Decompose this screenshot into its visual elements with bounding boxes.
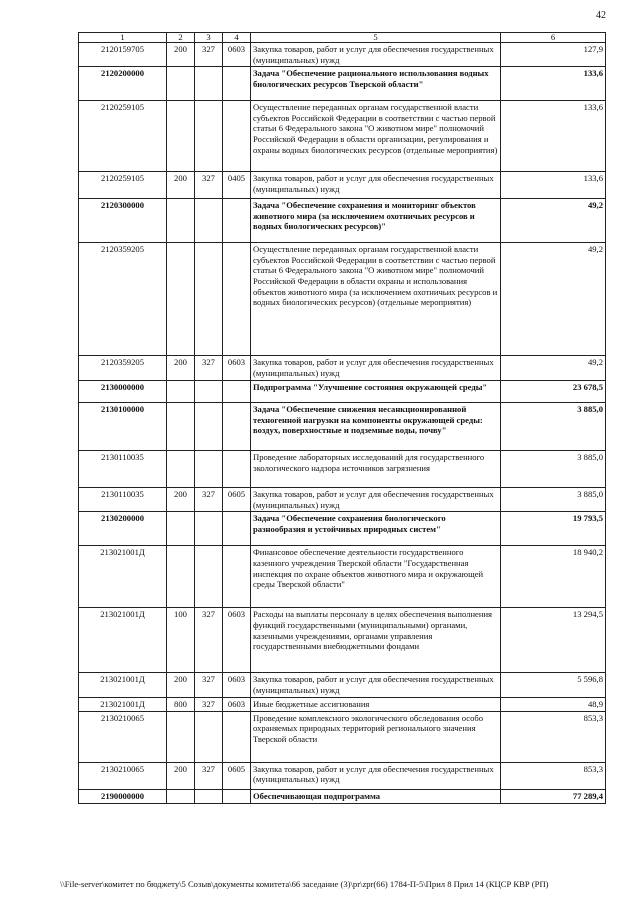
row-amount: 49,2 — [501, 356, 606, 381]
row-expense-type: 200 — [167, 172, 195, 199]
row-code: 2130110035 — [79, 451, 167, 488]
row-expense-type — [167, 243, 195, 356]
row-section — [223, 546, 251, 608]
table-header-row — [79, 33, 606, 43]
row-description: Проведение лабораторных исследований для государственного экологического надзора источников загрязнения — [251, 451, 501, 488]
row-department — [195, 403, 223, 451]
row-amount: 77 289,4 — [501, 789, 606, 803]
row-code: 2120300000 — [79, 199, 167, 243]
table-row — [79, 243, 606, 356]
table-row — [79, 356, 606, 381]
row-department: 327 — [195, 43, 223, 67]
table-row — [79, 172, 606, 199]
row-department: 327 — [195, 673, 223, 697]
table-row — [79, 101, 606, 172]
row-amount: 23 678,5 — [501, 381, 606, 403]
row-description: Расходы на выплаты персоналу в целях обеспечения выполнения функций государственными (муниципальными) органами, казенными учреждениями, органами управления государственными внебюджетными фондами — [251, 608, 501, 673]
row-department — [195, 199, 223, 243]
row-description: Задача "Обеспечение сохранения и мониторинг объектов животного мира (за исключением охотничьих ресурсов и водных биологических ресурсов)" — [251, 199, 501, 243]
row-code: 213021001Д — [79, 608, 167, 673]
row-code: 213021001Д — [79, 697, 167, 711]
table-row — [79, 381, 606, 403]
table-row — [79, 43, 606, 67]
row-department — [195, 512, 223, 546]
table-row — [79, 711, 606, 762]
row-amount: 13 294,5 — [501, 608, 606, 673]
row-department — [195, 243, 223, 356]
row-expense-type: 200 — [167, 762, 195, 789]
row-description: Закупка товаров, работ и услуг для обеспечения государственных (муниципальных) нужд — [251, 43, 501, 67]
row-section: 0603 — [223, 43, 251, 67]
row-section — [223, 451, 251, 488]
row-section — [223, 67, 251, 101]
row-department: 327 — [195, 762, 223, 789]
row-department — [195, 711, 223, 762]
row-description: Закупка товаров, работ и услуг для обеспечения государственных (муниципальных) нужд — [251, 762, 501, 789]
row-description: Задача "Обеспечение рационального использования водных биологических ресурсов Тверской области" — [251, 67, 501, 101]
row-amount: 3 885,0 — [501, 451, 606, 488]
row-department: 327 — [195, 172, 223, 199]
column-header: 2 — [167, 33, 195, 43]
row-section — [223, 381, 251, 403]
row-expense-type — [167, 403, 195, 451]
row-code: 2130210065 — [79, 762, 167, 789]
row-amount: 49,2 — [501, 199, 606, 243]
row-section — [223, 101, 251, 172]
row-expense-type — [167, 789, 195, 803]
row-department — [195, 451, 223, 488]
table-row — [79, 697, 606, 711]
row-section: 0603 — [223, 697, 251, 711]
column-header: 4 — [223, 33, 251, 43]
row-amount: 3 885,0 — [501, 403, 606, 451]
row-code: 2120359205 — [79, 356, 167, 381]
column-header: 1 — [79, 33, 167, 43]
file-path-footer: \\File-server\комитет по бюджету\5 Созыв\документы комитета\66 заседание (3)\pr\zpr(66) 1784-П-5\Прил 8 Прил 14 (КЦСР КВР (РП) — [60, 879, 549, 889]
row-expense-type: 200 — [167, 673, 195, 697]
row-description: Закупка товаров, работ и услуг для обеспечения государственных (муниципальных) нужд — [251, 488, 501, 512]
table-row — [79, 488, 606, 512]
row-description: Задача "Обеспечение сохранения биологического разнообразия и устойчивых природных систем" — [251, 512, 501, 546]
row-description: Подпрограмма "Улучшение состояния окружающей среды" — [251, 381, 501, 403]
row-section: 0603 — [223, 673, 251, 697]
row-section — [223, 199, 251, 243]
table-row — [79, 608, 606, 673]
row-description: Осуществление переданных органам государственной власти субъектов Российской Федерации в соответствии с частью первой статьи 6 Федерального закона "О животном мире" полномочий Российской Федерации в области охраны и использования объектов животного мира (за исключением охотничьих ресурсов и водных биологических ресурсов) (отдельные мероприятия) — [251, 243, 501, 356]
row-code: 2130000000 — [79, 381, 167, 403]
row-amount: 127,9 — [501, 43, 606, 67]
row-code: 2130100000 — [79, 403, 167, 451]
row-expense-type — [167, 199, 195, 243]
row-amount: 133,6 — [501, 101, 606, 172]
row-section: 0603 — [223, 356, 251, 381]
row-department — [195, 789, 223, 803]
row-code: 2190000000 — [79, 789, 167, 803]
row-section — [223, 789, 251, 803]
table-row — [79, 451, 606, 488]
row-expense-type: 100 — [167, 608, 195, 673]
column-header: 6 — [501, 33, 606, 43]
table-row — [79, 403, 606, 451]
row-section: 0603 — [223, 608, 251, 673]
row-code: 213021001Д — [79, 546, 167, 608]
row-section: 0405 — [223, 172, 251, 199]
table-row — [79, 67, 606, 101]
row-expense-type — [167, 711, 195, 762]
row-department: 327 — [195, 608, 223, 673]
row-amount: 853,3 — [501, 711, 606, 762]
row-description: Финансовое обеспечение деятельности государственного казенного учреждения Тверской области "Государственная инспекция по охране объектов животного мира и окружающей среды Тверской области" — [251, 546, 501, 608]
row-code: 213021001Д — [79, 673, 167, 697]
table-row — [79, 673, 606, 697]
row-code: 2130110035 — [79, 488, 167, 512]
row-code: 2120200000 — [79, 67, 167, 101]
row-description: Задача "Обеспечение снижения несанкционированной техногенной нагрузки на компоненты окружающей среды: воздух, поверхностные и подземные воды, почву" — [251, 403, 501, 451]
row-department — [195, 67, 223, 101]
table-row — [79, 789, 606, 803]
row-code: 2130210065 — [79, 711, 167, 762]
row-expense-type: 200 — [167, 488, 195, 512]
row-expense-type — [167, 512, 195, 546]
page-number: 42 — [596, 10, 606, 21]
row-department — [195, 546, 223, 608]
row-department: 327 — [195, 356, 223, 381]
row-section: 0605 — [223, 488, 251, 512]
row-department: 327 — [195, 488, 223, 512]
row-expense-type: 800 — [167, 697, 195, 711]
table-row — [79, 512, 606, 546]
column-header: 3 — [195, 33, 223, 43]
row-expense-type: 200 — [167, 43, 195, 67]
table-row — [79, 199, 606, 243]
row-section — [223, 243, 251, 356]
row-code: 2120159705 — [79, 43, 167, 67]
row-amount: 3 885,0 — [501, 488, 606, 512]
row-code: 2130200000 — [79, 512, 167, 546]
row-description: Проведение комплексного экологического обследования особо охраняемых природных территорий регионального значения Тверской области — [251, 711, 501, 762]
table-row — [79, 762, 606, 789]
budget-table — [78, 32, 606, 804]
row-amount: 5 596,8 — [501, 673, 606, 697]
row-section — [223, 403, 251, 451]
row-department — [195, 381, 223, 403]
row-section — [223, 711, 251, 762]
row-expense-type — [167, 381, 195, 403]
row-description: Закупка товаров, работ и услуг для обеспечения государственных (муниципальных) нужд — [251, 673, 501, 697]
row-amount: 49,2 — [501, 243, 606, 356]
table-row — [79, 546, 606, 608]
row-amount: 853,3 — [501, 762, 606, 789]
row-description: Иные бюджетные ассигнования — [251, 697, 501, 711]
row-description: Закупка товаров, работ и услуг для обеспечения государственных (муниципальных) нужд — [251, 172, 501, 199]
row-description: Обеспечивающая подпрограмма — [251, 789, 501, 803]
row-expense-type: 200 — [167, 356, 195, 381]
row-section: 0605 — [223, 762, 251, 789]
row-description: Закупка товаров, работ и услуг для обеспечения государственных (муниципальных) нужд — [251, 356, 501, 381]
row-amount: 19 793,5 — [501, 512, 606, 546]
row-description: Осуществление переданных органам государственной власти субъектов Российской Федерации в соответствии с частью первой статьи 6 Федерального закона "О животном мире" полномочий Российской Федерации в области организации, регулирования и охраны водных биологических ресурсов (отдельные мероприятия) — [251, 101, 501, 172]
column-header: 5 — [251, 33, 501, 43]
row-expense-type — [167, 67, 195, 101]
row-expense-type — [167, 546, 195, 608]
row-code: 2120259105 — [79, 101, 167, 172]
row-code: 2120359205 — [79, 243, 167, 356]
row-amount: 18 940,2 — [501, 546, 606, 608]
row-expense-type — [167, 451, 195, 488]
row-amount: 133,6 — [501, 67, 606, 101]
row-department: 327 — [195, 697, 223, 711]
row-amount: 133,6 — [501, 172, 606, 199]
row-expense-type — [167, 101, 195, 172]
row-amount: 48,9 — [501, 697, 606, 711]
row-department — [195, 101, 223, 172]
row-section — [223, 512, 251, 546]
row-code: 2120259105 — [79, 172, 167, 199]
